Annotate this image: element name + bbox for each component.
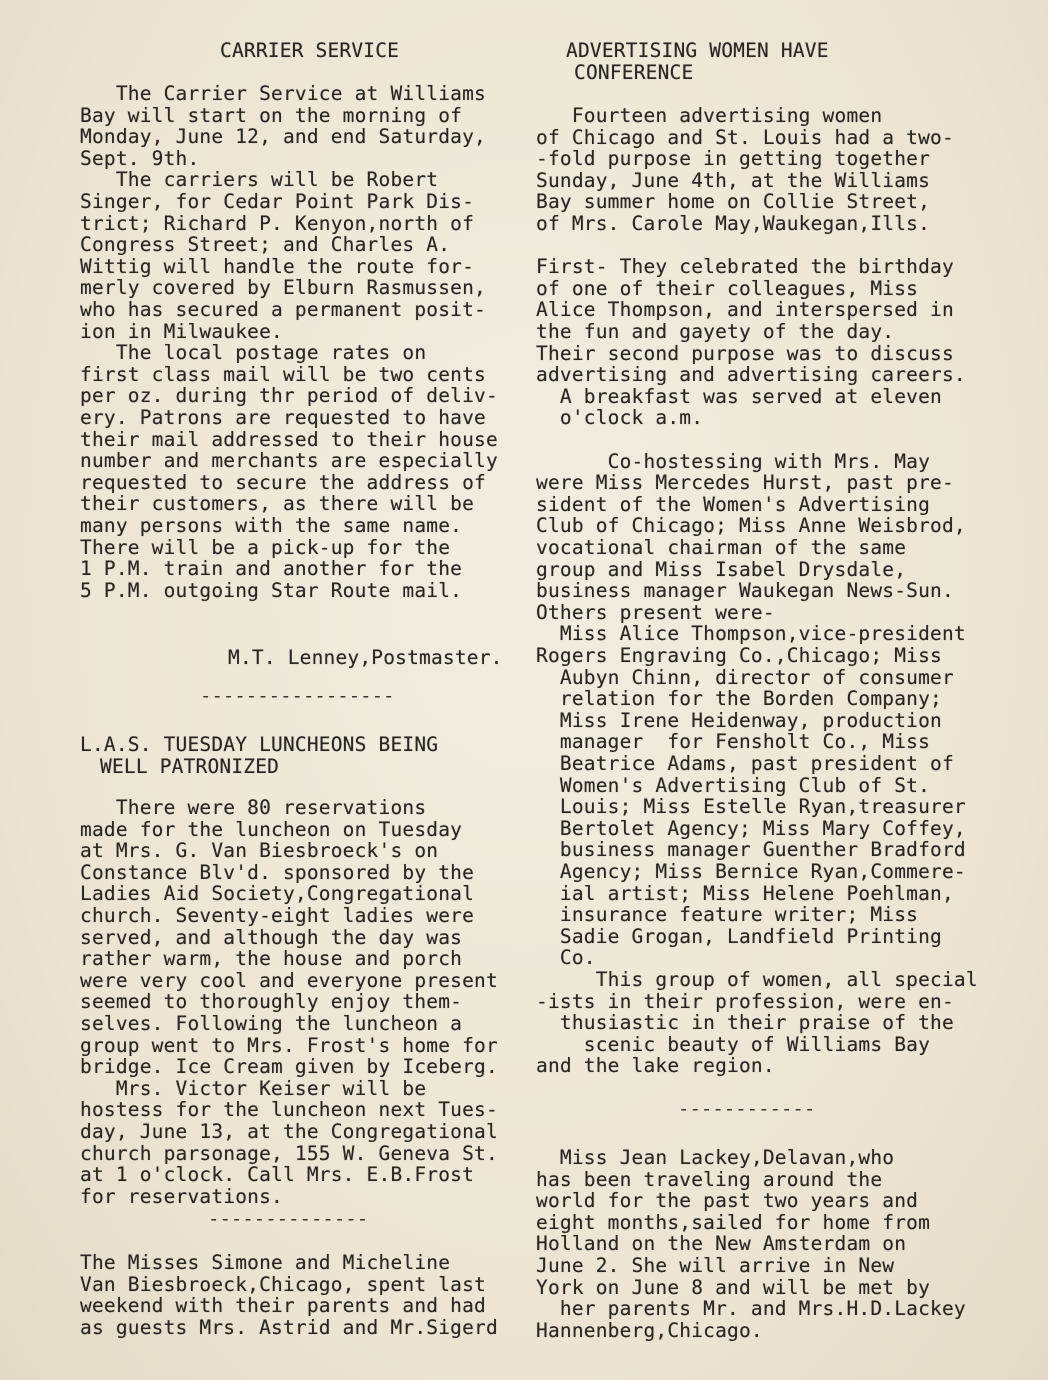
text-line: of Chicago and St. Louis had a two- <box>536 125 954 149</box>
postmaster-signature: M.T. Lenney,Postmaster. <box>228 646 503 669</box>
text-line: their customers, as there will be <box>80 492 475 516</box>
text-line: Bay will start on the morning of <box>80 103 463 127</box>
text-line: Agency; Miss Bernice Ryan,Commere- <box>536 860 966 883</box>
text-line: group and Miss Isabel Drysdale, <box>536 557 907 581</box>
text-line: Their second purpose was to discuss <box>536 341 954 365</box>
text-line: Sept. 9th. <box>80 146 200 170</box>
text-line: Wittig will handle the route for- <box>80 254 475 278</box>
text-line: Others present were- <box>536 600 775 624</box>
carrier-service-heading: CARRIER SERVICE <box>220 39 400 62</box>
text-line: hostess for the luncheon next Tues- <box>80 1098 498 1122</box>
text-line: scenic beauty of Williams Bay <box>536 1032 931 1056</box>
text-line: at 1 o'clock. Call Mrs. E.B.Frost <box>80 1163 475 1187</box>
text-line: Miss Irene Heidenway, production <box>536 708 942 732</box>
text-line: June 2. She will arrive in New <box>536 1254 895 1277</box>
text-line: thusiastic in their praise of the <box>536 1011 954 1035</box>
text-line: who has secured a permanent posit- <box>80 298 486 321</box>
text-line: o'clock a.m. <box>536 406 704 430</box>
text-line: Ladies Aid Society,Congregational <box>80 882 475 906</box>
text-line: per oz. during thr period of deliv- <box>80 384 498 408</box>
text-line: Constance Blv'd. sponsored by the <box>80 860 475 884</box>
text-line: Beatrice Adams, past president of <box>536 752 954 775</box>
text-line: This group of women, all special <box>536 968 978 991</box>
left-column <box>80 0 540 1380</box>
text-line: manager for Fensholt Co., Miss <box>536 730 931 754</box>
text-line: 1 P.M. train and another for the <box>80 557 463 581</box>
text-line: First- They celebrated the birthday <box>536 255 954 279</box>
text-line: her parents Mr. and Mrs.H.D.Lackey <box>536 1297 966 1321</box>
text-line: Van Biesbroeck,Chicago, spent last <box>80 1272 486 1296</box>
text-line: Sunday, June 4th, at the Williams <box>536 168 931 192</box>
text-line: as guests Mrs. Astrid and Mr.Sigerd <box>80 1315 498 1339</box>
text-line: Alice Thompson, and interspersed in <box>536 298 954 322</box>
section-divider: -------------- <box>208 1208 369 1230</box>
text-line: the fun and gayety of the day. <box>536 320 895 343</box>
text-line: business manager Guenther Bradford <box>536 838 966 862</box>
text-line: seemed to thoroughly enjoy them- <box>80 990 463 1014</box>
text-line: Co-hostessing with Mrs. May <box>536 449 931 473</box>
text-line: Congress Street; and Charles A. <box>80 233 451 257</box>
text-line: day, June 13, at the Congregational <box>80 1120 498 1143</box>
text-line: -ists in their profession, were en- <box>536 989 954 1013</box>
text-line: Miss Alice Thompson,vice-president <box>536 622 966 646</box>
text-line: Sadie Grogan, Landfield Printing <box>536 924 942 948</box>
text-line: of Mrs. Carole May,Waukegan,Ills. <box>536 212 931 235</box>
text-line: Rogers Engraving Co.,Chicago; Miss <box>536 644 942 667</box>
text-line: 5 P.M. outgoing Star Route mail. <box>80 578 463 602</box>
text-line: many persons with the same name. <box>80 514 463 537</box>
text-line: church parsonage, 155 W. Geneva St. <box>80 1141 498 1165</box>
text-line: Holland on the New Amsterdam on <box>536 1232 907 1256</box>
text-line: weekend with their parents and had <box>80 1294 486 1318</box>
text-line: York on June 8 and will be met by <box>536 1275 931 1299</box>
text-line: Bertolet Agency; Miss Mary Coffey, <box>536 816 966 840</box>
text-line: ion in Milwaukee. <box>80 319 283 343</box>
text-line: were very cool and everyone present <box>80 968 498 992</box>
text-line: Club of Chicago; Miss Anne Weisbrod, <box>536 514 966 538</box>
text-line: Singer, for Cedar Point Park Dis- <box>80 190 475 213</box>
text-line: The local postage rates on <box>80 341 427 365</box>
text-line: ery. Patrons are requested to have <box>80 406 486 429</box>
text-line: Hannenberg,Chicago. <box>536 1318 763 1342</box>
right-column <box>536 0 1006 1380</box>
text-line: Louis; Miss Estelle Ryan,treasurer <box>536 795 966 819</box>
text-line: A breakfast was served at eleven <box>536 384 942 408</box>
section-divider: ----------------- <box>200 685 395 707</box>
text-line: There will be a pick-up for the <box>80 535 451 559</box>
text-line: at Mrs. G. Van Biesbroeck's on <box>80 839 439 863</box>
text-line: sident of the Women's Advertising <box>536 492 931 516</box>
text-line: business manager Waukegan News-Sun. <box>536 579 954 603</box>
text-line: selves. Following the luncheon a <box>80 1012 463 1035</box>
text-line: advertising and advertising careers. <box>536 363 966 387</box>
text-line: merly covered by Elburn Rasmussen, <box>80 276 486 300</box>
text-line: Miss Jean Lackey,Delavan,who <box>536 1146 895 1169</box>
text-line: Co. <box>536 946 596 970</box>
advertising-heading-line-2: CONFERENCE <box>574 61 694 84</box>
text-line: of one of their colleagues, Miss <box>536 276 919 300</box>
text-line: rather warm, the house and porch <box>80 947 463 971</box>
text-line: insurance feature writer; Miss <box>536 903 919 927</box>
text-line: requested to secure the address of <box>80 470 486 494</box>
las-heading-line-2: WELL PATRONIZED <box>100 755 280 778</box>
text-line: group went to Mrs. Frost's home for <box>80 1033 498 1057</box>
text-line: The Carrier Service at Williams <box>80 82 486 105</box>
text-line: Aubyn Chinn, director of consumer <box>536 665 954 689</box>
text-line: for reservations. <box>80 1184 283 1208</box>
text-line: world for the past two years and <box>536 1189 919 1213</box>
text-line: The Misses Simone and Micheline <box>80 1251 451 1274</box>
text-line: and the lake region. <box>536 1054 775 1078</box>
text-line: number and merchants are especially <box>80 449 498 473</box>
text-line: Monday, June 12, and end Saturday, <box>80 125 486 149</box>
las-heading-line-1: L.A.S. TUESDAY LUNCHEONS BEING <box>80 733 439 756</box>
text-line: were Miss Mercedes Hurst, past pre- <box>536 471 954 495</box>
section-divider: ------------ <box>678 1098 816 1120</box>
text-line: vocational chairman of the same <box>536 536 907 559</box>
text-line: church. Seventy-eight ladies were <box>80 904 475 927</box>
text-line: first class mail will be two cents <box>80 362 486 386</box>
text-line: served, and although the day was <box>80 925 463 949</box>
text-line: made for the luncheon on Tuesday <box>80 817 463 841</box>
text-line: has been traveling around the <box>536 1167 883 1191</box>
text-line: Women's Advertising Club of St. <box>536 773 931 797</box>
text-line: relation for the Borden Company; <box>536 687 942 711</box>
text-line: Fourteen advertising women <box>536 104 883 127</box>
text-line: bridge. Ice Cream given by Iceberg. <box>80 1055 498 1079</box>
text-line: Mrs. Victor Keiser will be <box>80 1076 427 1100</box>
text-line: -fold purpose in getting together <box>536 147 931 171</box>
text-line: trict; Richard P. Kenyon,north of <box>80 211 475 235</box>
text-line: There were 80 reservations <box>80 796 427 819</box>
text-line: eight months,sailed for home from <box>536 1210 931 1234</box>
text-line: ial artist; Miss Helene Poehlman, <box>536 881 954 905</box>
text-line: Bay summer home on Collie Street, <box>536 190 931 214</box>
advertising-heading-line-1: ADVERTISING WOMEN HAVE <box>566 39 829 62</box>
text-line: their mail addressed to their house <box>80 427 498 451</box>
text-line: The carriers will be Robert <box>80 168 439 192</box>
